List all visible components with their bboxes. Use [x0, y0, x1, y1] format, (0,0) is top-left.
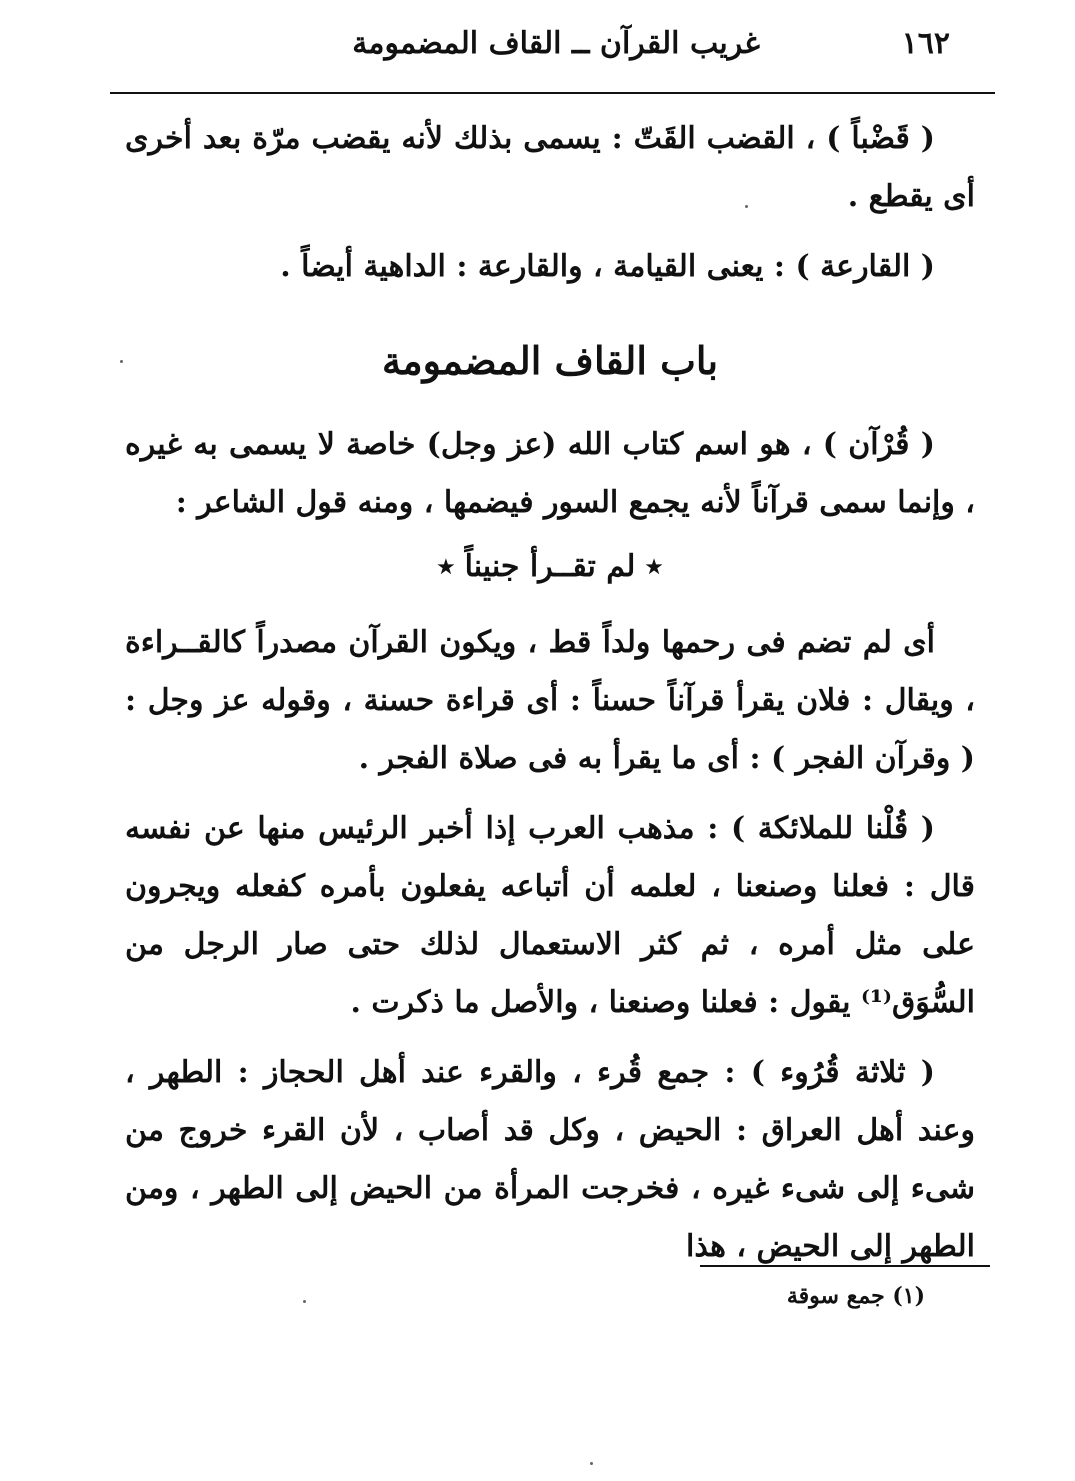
entry-al-qariah: ( القارعة ) : يعنى القيامة ، والقارعة : الداهية أيضاً .: [280, 249, 935, 284]
print-speck: [745, 205, 748, 208]
entry-thalathat-quru: ( ثلاثة قُرُوء ) : جمع قُرء ، والقرء عند أهل الحجاز : الطهر ، وعند أهل العراق : الحيض ، وكل قد أصاب ، لأن القرء خروج من شىء إلى شىء غيره ، فخرجت المرأة من الحيض إلى الطهر ، ومن الطهر إلى الحيض ، هذا: [125, 1055, 975, 1264]
header-rule: [110, 92, 995, 94]
print-speck: [303, 1300, 306, 1303]
print-speck: [590, 1462, 593, 1465]
entry-qadban: ( قَضْباً ) ، القضب القَتّ : يسمى بذلك لأنه يقضب مرّة بعد أخرى أى يقطع .: [125, 121, 975, 214]
footnote: (١) جمع سوقة: [786, 1283, 925, 1309]
page-header: [110, 22, 990, 72]
running-title: غريب القرآن ــ القاف المضمومة: [352, 26, 760, 61]
poetry-verse: ٭ لم تقــرأ جنيناً ٭: [437, 549, 663, 584]
footnote-rule: [700, 1265, 990, 1267]
entry-quran: ( قُرْآن ) ، هو اسم كتاب الله (عز وجل) خاصة لا يسمى به غيره ، وإنما سمى قرآناً لأنه يجمع السور فيضمها ، ومنه قول الشاعر :: [125, 427, 975, 520]
entry-quran-continued: أى لم تضم فى رحمها ولداً قط ، ويكون القرآن مصدراً كالقــراءة ، ويقال : فلان يقرأ قرآناً حسناً : أى قراءة حسنة ، وقوله عز وجل : ( وقرآن الفجر ) : أى ما يقرأ به فى صلاة الفجر .: [125, 625, 975, 776]
body-text: [125, 110, 975, 1288]
print-speck: [120, 360, 123, 363]
page-number: ١٦٢: [901, 26, 950, 61]
entry-qulna-lil-malaikah: ( قُلْنا للملائكة ) : مذهب العرب إذا أخبر الرئيس منها عن نفسه قال : فعلنا وصنعنا ، لعلمه أن أتباعه يفعلون بأمره كفعله ويجرون على مثل أمره ، ثم كثر الاستعمال لذلك حتى صار الرجل من السُّوَق⁽¹⁾ يقول : فعلنا وصنعنا ، والأصل ما ذكرت .: [125, 811, 975, 1020]
section-heading: باب القاف المضمومة: [381, 338, 719, 383]
